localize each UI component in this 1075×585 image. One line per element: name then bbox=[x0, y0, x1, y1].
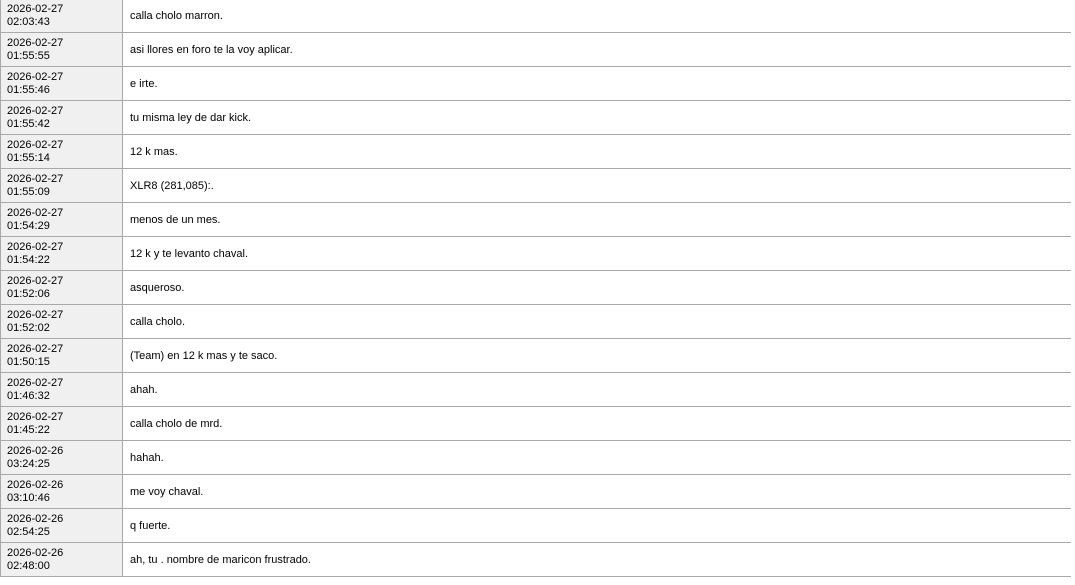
message-cell bbox=[123, 67, 1072, 101]
message-cell bbox=[123, 339, 1072, 373]
message-text: ah, tu . nombre de maricon frustrado. bbox=[130, 553, 311, 566]
table-row[interactable] bbox=[1, 475, 1072, 509]
timestamp-date: 2026-02-27 bbox=[7, 342, 64, 355]
table-row[interactable] bbox=[1, 101, 1072, 135]
message-cell bbox=[123, 407, 1072, 441]
timestamp-date: 2026-02-27 bbox=[7, 138, 64, 151]
message-text: 12 k y te levanto chaval. bbox=[130, 247, 249, 260]
timestamp-cell bbox=[1, 373, 123, 407]
timestamp-time: 01:55:09 bbox=[7, 185, 50, 198]
table-row[interactable] bbox=[1, 441, 1072, 475]
timestamp-date: 2026-02-27 bbox=[7, 274, 64, 287]
table-row[interactable] bbox=[1, 0, 1072, 33]
table-row[interactable] bbox=[1, 237, 1072, 271]
timestamp-time: 03:10:46 bbox=[7, 491, 50, 504]
message-text: calla cholo. bbox=[130, 315, 186, 328]
timestamp-time: 01:55:14 bbox=[7, 151, 50, 164]
timestamp-cell bbox=[1, 101, 123, 135]
timestamp-date: 2026-02-26 bbox=[7, 512, 64, 525]
timestamp-cell bbox=[1, 271, 123, 305]
timestamp-date: 2026-02-27 bbox=[7, 308, 64, 321]
table-row[interactable] bbox=[1, 407, 1072, 441]
timestamp-cell bbox=[1, 509, 123, 543]
timestamp-cell bbox=[1, 203, 123, 237]
timestamp-cell bbox=[1, 441, 123, 475]
message-text: q fuerte. bbox=[130, 519, 171, 532]
message-cell bbox=[123, 101, 1072, 135]
message-cell bbox=[123, 135, 1072, 169]
message-text: e irte. bbox=[130, 77, 158, 90]
timestamp-cell bbox=[1, 67, 123, 101]
message-text: XLR8 (281,085):. bbox=[130, 179, 214, 192]
message-cell bbox=[123, 0, 1072, 33]
timestamp-time: 01:50:15 bbox=[7, 355, 50, 368]
timestamp-cell bbox=[1, 543, 123, 577]
timestamp-cell bbox=[1, 237, 123, 271]
timestamp-date: 2026-02-26 bbox=[7, 444, 64, 457]
table-row[interactable] bbox=[1, 509, 1072, 543]
timestamp-time: 01:45:22 bbox=[7, 423, 50, 436]
message-text: hahah. bbox=[130, 451, 164, 464]
message-cell bbox=[123, 441, 1072, 475]
message-text: ahah. bbox=[130, 383, 158, 396]
timestamp-time: 01:54:29 bbox=[7, 219, 50, 232]
message-cell bbox=[123, 373, 1072, 407]
message-cell bbox=[123, 543, 1072, 577]
table-row[interactable] bbox=[1, 169, 1072, 203]
timestamp-time: 01:52:02 bbox=[7, 321, 50, 334]
chat-log-body bbox=[1, 0, 1072, 577]
timestamp-time: 01:55:46 bbox=[7, 83, 50, 96]
timestamp-cell bbox=[1, 135, 123, 169]
table-row[interactable] bbox=[1, 339, 1072, 373]
timestamp-time: 01:55:42 bbox=[7, 117, 50, 130]
message-text: 12 k mas. bbox=[130, 145, 178, 158]
timestamp-date: 2026-02-26 bbox=[7, 546, 64, 559]
message-cell bbox=[123, 305, 1072, 339]
message-text: asi llores en foro te la voy aplicar. bbox=[130, 43, 293, 56]
timestamp-date: 2026-02-27 bbox=[7, 376, 64, 389]
message-text: me voy chaval. bbox=[130, 485, 204, 498]
timestamp-cell bbox=[1, 475, 123, 509]
timestamp-time: 01:46:32 bbox=[7, 389, 50, 402]
timestamp-date: 2026-02-27 bbox=[7, 172, 64, 185]
timestamp-cell bbox=[1, 407, 123, 441]
timestamp-date: 2026-02-27 bbox=[7, 240, 64, 253]
timestamp-time: 01:55:55 bbox=[7, 49, 50, 62]
timestamp-time: 01:54:22 bbox=[7, 253, 50, 266]
message-text: (Team) en 12 k mas y te saco. bbox=[130, 349, 278, 362]
message-text: asqueroso. bbox=[130, 281, 185, 294]
timestamp-date: 2026-02-27 bbox=[7, 70, 64, 83]
message-cell bbox=[123, 169, 1072, 203]
table-row[interactable] bbox=[1, 373, 1072, 407]
timestamp-date: 2026-02-27 bbox=[7, 36, 64, 49]
message-cell bbox=[123, 203, 1072, 237]
timestamp-time: 02:03:43 bbox=[7, 15, 50, 28]
timestamp-date: 2026-02-27 bbox=[7, 206, 64, 219]
timestamp-time: 02:54:25 bbox=[7, 525, 50, 538]
timestamp-time: 02:48:00 bbox=[7, 559, 50, 572]
message-text: calla cholo de mrd. bbox=[130, 417, 223, 430]
message-cell bbox=[123, 271, 1072, 305]
table-row[interactable] bbox=[1, 135, 1072, 169]
timestamp-cell bbox=[1, 339, 123, 373]
timestamp-date: 2026-02-27 bbox=[7, 2, 64, 15]
table-row[interactable] bbox=[1, 271, 1072, 305]
message-cell bbox=[123, 509, 1072, 543]
timestamp-cell bbox=[1, 0, 123, 33]
timestamp-time: 01:52:06 bbox=[7, 287, 50, 300]
timestamp-date: 2026-02-27 bbox=[7, 410, 64, 423]
message-text: calla cholo marron. bbox=[130, 9, 223, 22]
table-row[interactable] bbox=[1, 305, 1072, 339]
table-row[interactable] bbox=[1, 67, 1072, 101]
timestamp-date: 2026-02-27 bbox=[7, 104, 64, 117]
table-row[interactable] bbox=[1, 203, 1072, 237]
message-text: menos de un mes. bbox=[130, 213, 221, 226]
timestamp-date: 2026-02-26 bbox=[7, 478, 64, 491]
table-row[interactable] bbox=[1, 33, 1072, 67]
message-cell bbox=[123, 475, 1072, 509]
message-cell bbox=[123, 237, 1072, 271]
timestamp-cell bbox=[1, 169, 123, 203]
timestamp-time: 03:24:25 bbox=[7, 457, 50, 470]
message-cell bbox=[123, 33, 1072, 67]
message-text: tu misma ley de dar kick. bbox=[130, 111, 252, 124]
table-row[interactable] bbox=[1, 543, 1072, 577]
timestamp-cell bbox=[1, 33, 123, 67]
timestamp-cell bbox=[1, 305, 123, 339]
